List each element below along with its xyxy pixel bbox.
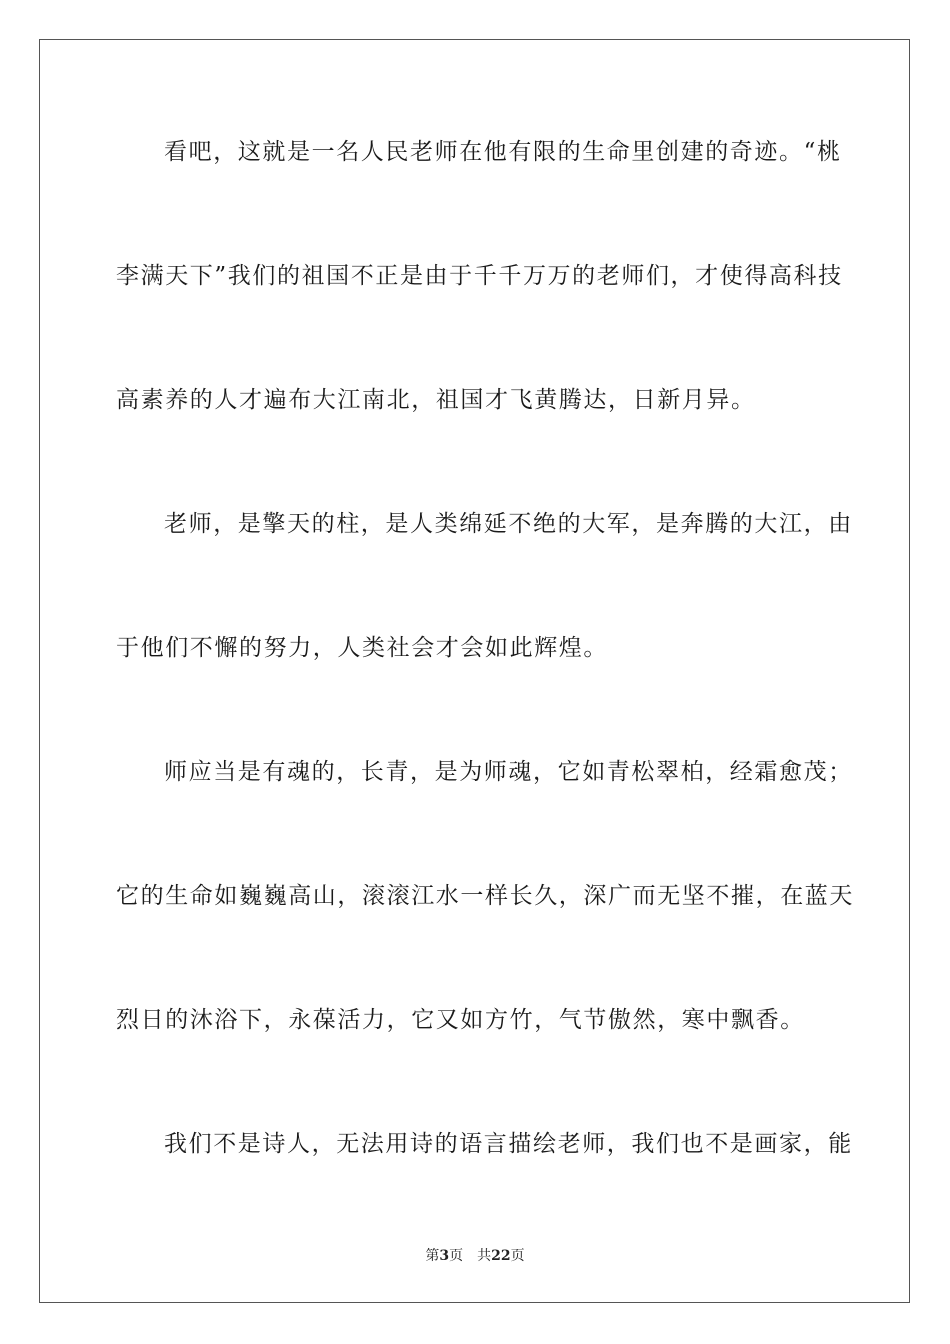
page-number-suffix: 页 bbox=[449, 1248, 464, 1264]
paragraph-1-line-3: 高素养的人才遍布大江南北，祖国才飞黄腾达，日新月异。 bbox=[116, 387, 756, 413]
paragraph-2-line-2: 于他们不懈的努力，人类社会才会如此辉煌。 bbox=[116, 635, 608, 661]
paragraph-3-line-3: 烈日的沐浴下，永葆活力，它又如方竹，气节傲然，寒中飘香。 bbox=[116, 1007, 805, 1033]
paragraph-3-line-2: 它的生命如巍巍高山，滚滚江水一样长久，深广而无坚不摧，在蓝天 bbox=[116, 883, 854, 909]
page-total-prefix: 共 bbox=[477, 1248, 492, 1264]
paragraph-4-line-1: 我们不是诗人，无法用诗的语言描绘老师，我们也不是画家，能 bbox=[164, 1131, 853, 1157]
page-total-count: 22 bbox=[491, 1248, 511, 1264]
page-footer bbox=[0, 1247, 950, 1265]
paragraph-2-line-1: 老师，是擎天的柱，是人类绵延不绝的大军，是奔腾的大江，由 bbox=[164, 511, 853, 537]
page-total-suffix: 页 bbox=[510, 1248, 525, 1264]
page-number-current: 3 bbox=[439, 1248, 450, 1264]
page-border bbox=[39, 39, 910, 1303]
page-number-prefix: 第 bbox=[425, 1248, 440, 1264]
paragraph-1-line-2: 李满天下”我们的祖国不正是由于千千万万的老师们，才使得高科技 bbox=[116, 263, 843, 289]
paragraph-3-line-1: 师应当是有魂的，长青，是为师魂，它如青松翠柏，经霜愈茂； bbox=[164, 759, 853, 785]
paragraph-1-line-1: 看吧，这就是一名人民老师在他有限的生命里创建的奇迹。“桃 bbox=[164, 139, 842, 165]
